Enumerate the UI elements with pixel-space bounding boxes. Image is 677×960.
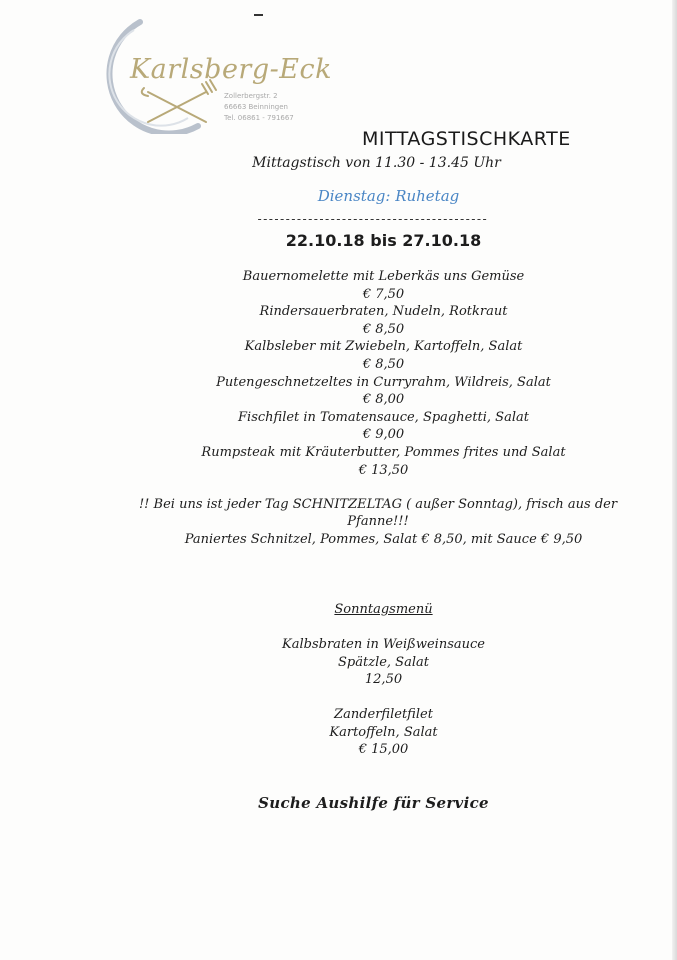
menu-dish: Rumpsteak mit Kräuterbutter, Pommes frites und Salat xyxy=(201,444,566,460)
crossed-fork-knife-icon xyxy=(142,80,216,122)
menu-price: € 9,00 xyxy=(362,427,405,443)
sunday-sides: Kartoffeln, Salat xyxy=(329,724,438,740)
lunch-hours: Mittagstisch von 11.30 - 13.45 Uhr xyxy=(252,155,501,171)
menu-price: € 8,00 xyxy=(362,392,405,408)
closed-day: Dienstag: Ruhetag xyxy=(317,187,460,205)
schnitzel-announcement: !! Bei uns ist jeder Tag SCHNITZELTAG ( außer Sonntag), frisch aus der Pfanne!!! xyxy=(138,497,618,529)
sunday-price: 12,50 xyxy=(364,672,403,687)
week-range: 22.10.18 bis 27.10.18 xyxy=(285,231,482,250)
logo-address-city: 66663 Beinningen xyxy=(224,103,288,111)
weekly-menu xyxy=(0,268,677,479)
menu-price: € 13,50 xyxy=(358,462,409,478)
schnitzel-offer: Paniertes Schnitzel, Pommes, Salat € 8,50, mit Sauce € 9,50 xyxy=(184,532,583,547)
sunday-menu-item xyxy=(0,706,677,759)
scan-edge xyxy=(672,0,677,960)
menu-dish: Kalbsleber mit Zwiebeln, Kartoffeln, Salat xyxy=(244,339,523,355)
logo-address-phone: Tel. 06861 - 791667 xyxy=(224,114,294,122)
logo-address-street: Zollerbergstr. 2 xyxy=(224,92,278,100)
menu-dish: Putengeschnetzeltes in Curryrahm, Wildreis, Salat xyxy=(216,374,551,390)
sunday-dish: Kalbsbraten in Weißweinsauce xyxy=(282,637,485,652)
sunday-sides: Spätzle, Salat xyxy=(338,654,429,670)
sunday-menu-heading: Sonntagsmenü xyxy=(334,602,433,617)
menu-price: € 8,50 xyxy=(362,321,405,337)
menu-dish: Rindersauerbraten, Nudeln, Rotkraut xyxy=(259,304,508,320)
restaurant-logo xyxy=(78,14,332,134)
menu-dish: Fischfilet in Tomatensauce, Spaghetti, Salat xyxy=(238,409,529,425)
sunday-dish: Zanderfiletfilet xyxy=(334,707,433,722)
sunday-price: € 15,00 xyxy=(358,742,409,757)
page-title: MITTAGSTISCHKARTE xyxy=(362,128,571,150)
sunday-menu-item xyxy=(0,636,677,689)
separator: ----------------------------------------- xyxy=(256,212,487,226)
menu-price: € 8,50 xyxy=(362,356,405,372)
staff-wanted-notice: Suche Aushilfe für Service xyxy=(258,794,489,812)
menu-price: € 7,50 xyxy=(362,286,405,302)
logo-name: Karlsberg-Eck xyxy=(130,54,332,85)
menu-dish: Bauernomelette mit Leberkäs uns Gemüse xyxy=(242,269,525,284)
